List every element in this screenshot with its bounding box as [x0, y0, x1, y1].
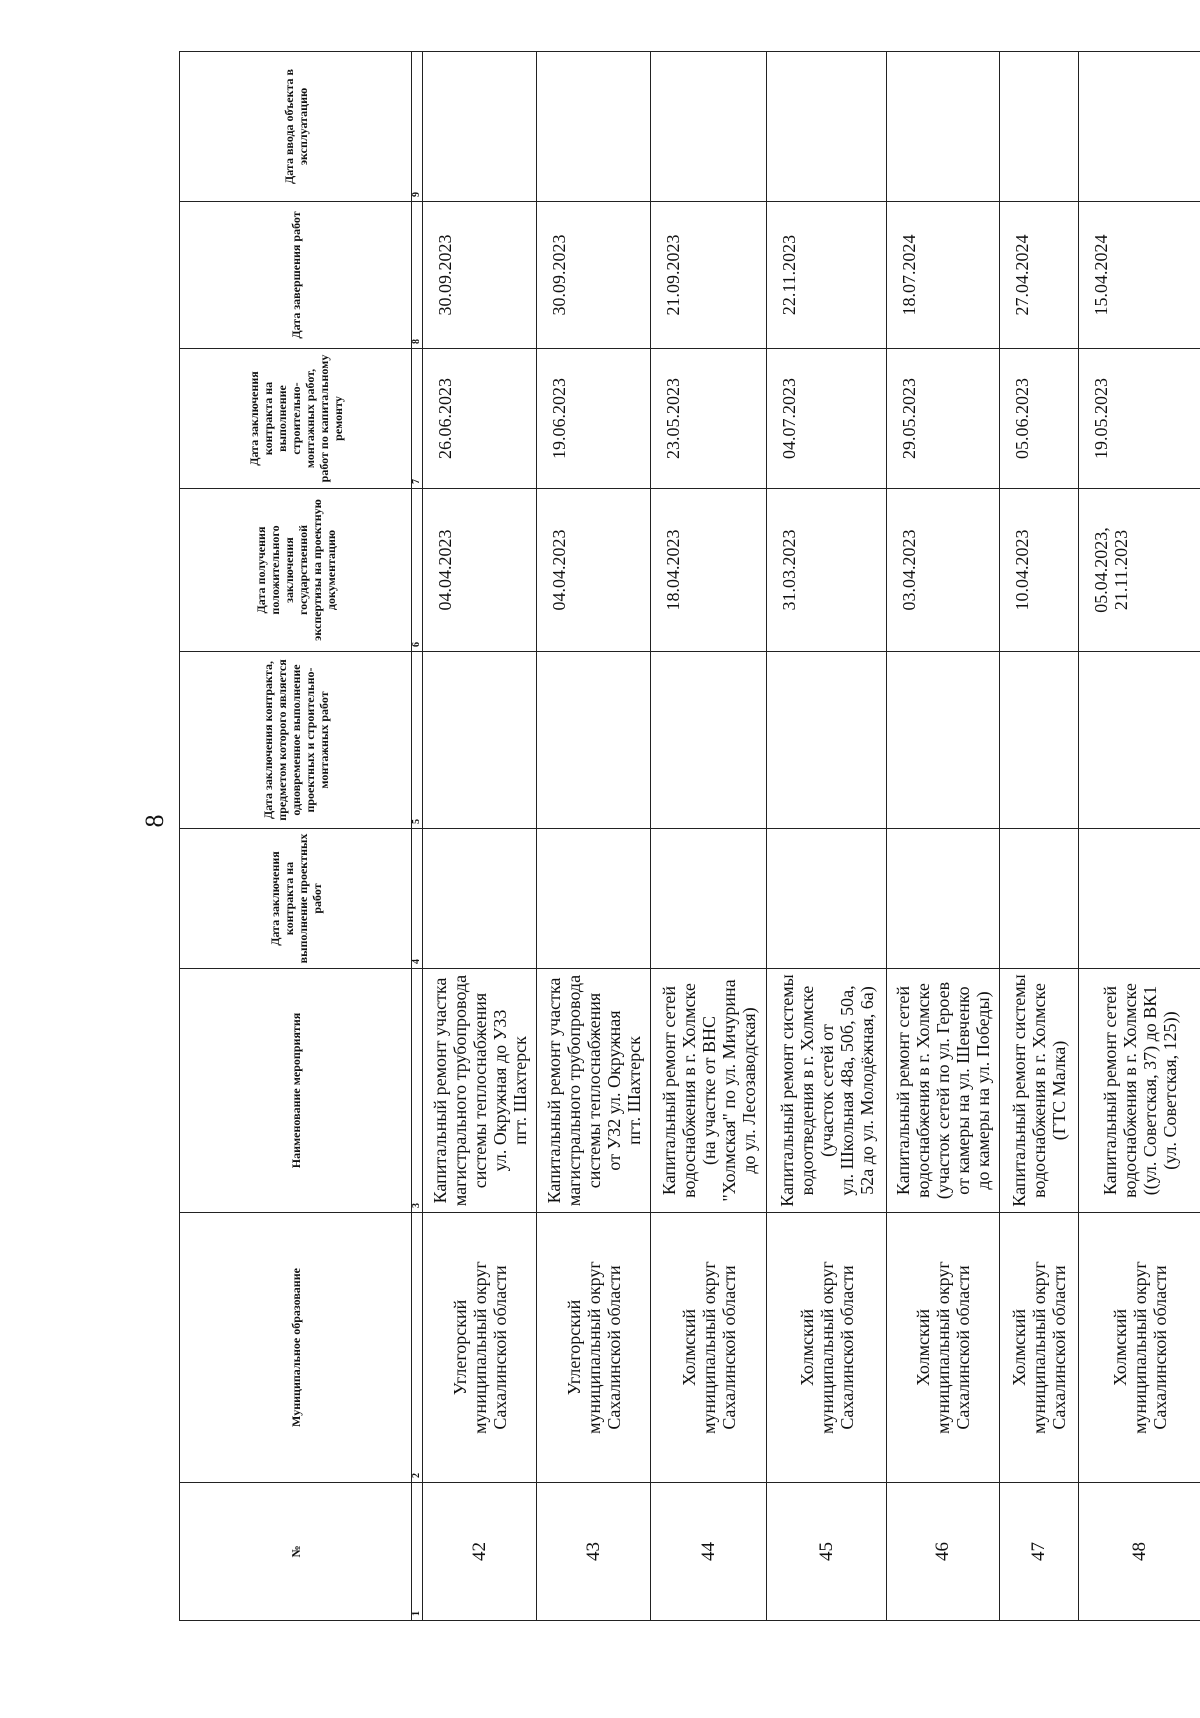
design-contract-cell — [767, 829, 887, 969]
column-number: 4 — [412, 829, 423, 969]
combined-contract-cell — [1079, 652, 1200, 829]
municipality-cell: Холмский муниципальный округ Сахалинской области — [1079, 1213, 1200, 1483]
municipality-cell: Холмский муниципальный округ Сахалинской области — [767, 1213, 887, 1483]
column-number: 5 — [412, 652, 423, 829]
column-number: 8 — [412, 202, 423, 349]
completion-date-cell: 22.11.2023 — [767, 202, 887, 349]
commissioning-date-cell — [651, 52, 767, 202]
municipality-cell: Холмский муниципальный округ Сахалинской области — [651, 1213, 767, 1483]
table-row — [1000, 52, 1079, 1621]
commissioning-date-cell — [887, 52, 1000, 202]
municipality-cell: Холмский муниципальный округ Сахалинской области — [1000, 1213, 1079, 1483]
completion-date-cell: 21.09.2023 — [651, 202, 767, 349]
construction-contract-cell: 19.06.2023 — [537, 349, 651, 489]
table-row — [767, 52, 887, 1621]
row-number: 44 — [651, 1483, 767, 1621]
expertise-date-cell: 31.03.2023 — [767, 489, 887, 652]
header-cell: Дата заключения контракта на выполнение проектных работ — [180, 829, 412, 969]
municipality-cell: Углегорский муниципальный округ Сахалинской области — [423, 1213, 537, 1483]
municipality-cell: Углегорский муниципальный округ Сахалинской области — [537, 1213, 651, 1483]
construction-contract-cell: 05.06.2023 — [1000, 349, 1079, 489]
header-cell: Наименование мероприятия — [180, 969, 412, 1213]
combined-contract-cell — [651, 652, 767, 829]
table-row — [651, 52, 767, 1621]
header-row — [180, 52, 412, 1621]
design-contract-cell — [537, 829, 651, 969]
combined-contract-cell — [1000, 652, 1079, 829]
row-number: 48 — [1079, 1483, 1200, 1621]
expertise-date-cell: 18.04.2023 — [651, 489, 767, 652]
table-row — [537, 52, 651, 1621]
construction-contract-cell: 04.07.2023 — [767, 349, 887, 489]
design-contract-cell — [887, 829, 1000, 969]
construction-contract-cell: 26.06.2023 — [423, 349, 537, 489]
commissioning-date-cell — [1000, 52, 1079, 202]
header-cell: № — [180, 1483, 412, 1621]
combined-contract-cell — [767, 652, 887, 829]
row-number: 47 — [1000, 1483, 1079, 1621]
table-row — [1079, 52, 1200, 1621]
design-contract-cell — [423, 829, 537, 969]
combined-contract-cell — [423, 652, 537, 829]
activities-table — [179, 51, 1200, 1621]
row-number: 46 — [887, 1483, 1000, 1621]
completion-date-cell: 30.09.2023 — [537, 202, 651, 349]
expertise-date-cell: 10.04.2023 — [1000, 489, 1079, 652]
rotated-table-container — [179, 52, 1180, 1621]
activity-cell: Капитальный ремонт участка магистрального трубопровода системы теплоснабжения от У32 ул. Окружная пгт. Шахтерск — [537, 969, 651, 1213]
row-number: 45 — [767, 1483, 887, 1621]
expertise-date-cell: 03.04.2023 — [887, 489, 1000, 652]
table-row — [423, 52, 537, 1621]
header-cell: Дата заключения контракта, предметом которого является одновременное выполнение проектных и строительно-монтажных работ — [180, 652, 412, 829]
commissioning-date-cell — [767, 52, 887, 202]
column-number: 1 — [412, 1483, 423, 1621]
column-number: 2 — [412, 1213, 423, 1483]
column-number: 6 — [412, 489, 423, 652]
design-contract-cell — [1000, 829, 1079, 969]
construction-contract-cell: 19.05.2023 — [1079, 349, 1200, 489]
column-number-row — [412, 52, 423, 1621]
combined-contract-cell — [537, 652, 651, 829]
commissioning-date-cell — [1079, 52, 1200, 202]
activity-cell: Капитальный ремонт сетей водоснабжения в г. Холмске ((ул. Советская, 37) до ВК1 (ул. Советская, 125)) — [1079, 969, 1200, 1213]
commissioning-date-cell — [537, 52, 651, 202]
expertise-date-cell: 05.04.2023, 21.11.2023 — [1079, 489, 1200, 652]
activity-cell: Капитальный ремонт сетей водоснабжения в г. Холмске (участок сетей по ул. Героев от камеры на ул. Шевченко до камеры на ул. Победы) — [887, 969, 1000, 1213]
design-contract-cell — [1079, 829, 1200, 969]
page-number: 8 — [140, 814, 169, 828]
expertise-date-cell: 04.04.2023 — [423, 489, 537, 652]
completion-date-cell: 15.04.2024 — [1079, 202, 1200, 349]
construction-contract-cell: 23.05.2023 — [651, 349, 767, 489]
completion-date-cell: 30.09.2023 — [423, 202, 537, 349]
activity-cell: Капитальный ремонт системы водоотведения в г. Холмске (участок сетей от ул. Школьная 48а, 50б, 50а, 52а до ул. Молодёжная, 6а) — [767, 969, 887, 1213]
row-number: 43 — [537, 1483, 651, 1621]
activity-cell: Капитальный ремонт сетей водоснабжения в г. Холмске (на участке от ВНС "Холмская" по ул. Мичурина до ул. Лесозаводская) — [651, 969, 767, 1213]
column-number: 7 — [412, 349, 423, 489]
construction-contract-cell: 29.05.2023 — [887, 349, 1000, 489]
municipality-cell: Холмский муниципальный округ Сахалинской области — [887, 1213, 1000, 1483]
column-number: 9 — [412, 52, 423, 202]
completion-date-cell: 27.04.2024 — [1000, 202, 1079, 349]
commissioning-date-cell — [423, 52, 537, 202]
activity-cell: Капитальный ремонт участка магистрального трубопровода системы теплоснабжения ул. Окружная до У33 пгт. Шахтерск — [423, 969, 537, 1213]
combined-contract-cell — [887, 652, 1000, 829]
activity-cell: Капитальный ремонт системы водоснабжения в г. Холмске (ГТС Малка) — [1000, 969, 1079, 1213]
header-cell: Дата завершения работ — [180, 202, 412, 349]
completion-date-cell: 18.07.2024 — [887, 202, 1000, 349]
table-row — [887, 52, 1000, 1621]
expertise-date-cell: 04.04.2023 — [537, 489, 651, 652]
header-cell: Дата получения положительного заключения государственной экспертизы на проектную документацию — [180, 489, 412, 652]
design-contract-cell — [651, 829, 767, 969]
header-cell: Муниципальное образование — [180, 1213, 412, 1483]
column-number: 3 — [412, 969, 423, 1213]
row-number: 42 — [423, 1483, 537, 1621]
header-cell: Дата ввода объекта в эксплуатацию — [180, 52, 412, 202]
header-cell: Дата заключения контракта на выполнение строительно-монтажных работ, работ по капитальному ремонту — [180, 349, 412, 489]
